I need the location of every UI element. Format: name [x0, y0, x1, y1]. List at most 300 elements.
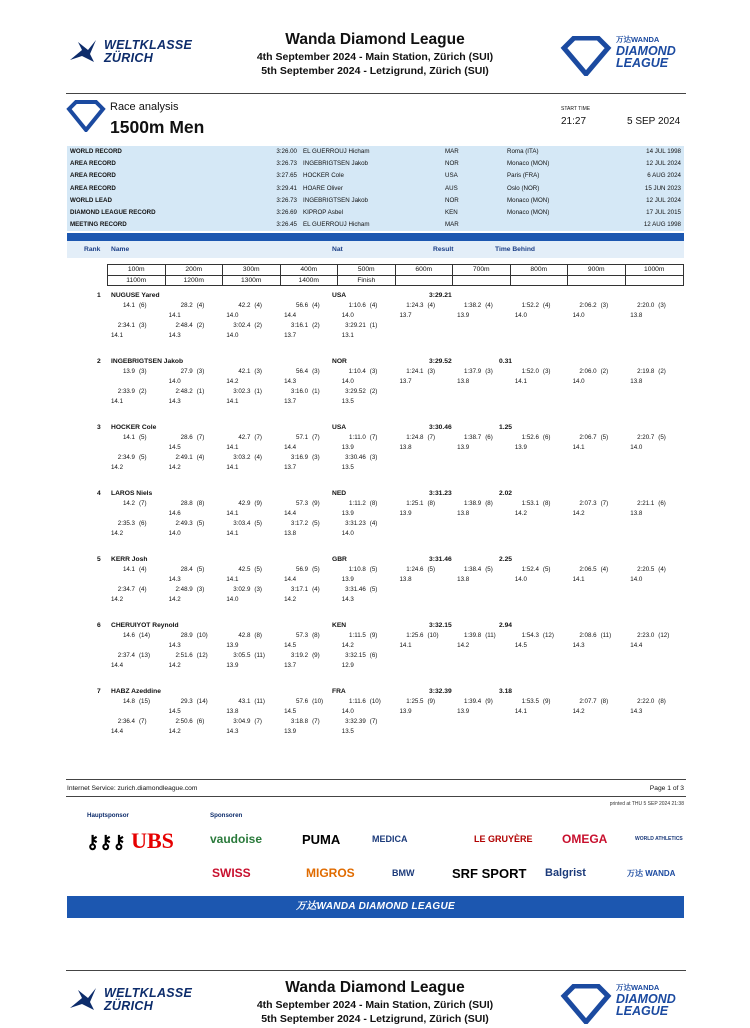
split-time: 2:06.2	[579, 302, 597, 309]
split-time: 3:31.23	[345, 520, 366, 527]
split-position: (5)	[369, 566, 378, 573]
record-row	[67, 158, 684, 170]
lap-time: 13.9	[341, 510, 354, 517]
lap-time: 13.9	[284, 728, 297, 735]
lap-time: 14.3	[341, 596, 354, 603]
split-position: (7)	[139, 718, 147, 725]
sponsor-puma: PUMA	[302, 831, 341, 847]
lap-time: 14.1	[572, 444, 585, 451]
split-time: 3:31.46	[345, 586, 366, 593]
weltklasse-zurich-logo-2: WELTKLASSE ZÜRICH	[68, 986, 192, 1014]
athlete-result: 3:30.46	[429, 424, 452, 431]
lap-times-row	[67, 463, 684, 473]
lap-time: 13.7	[399, 312, 412, 319]
meeting-line-2: 5th September 2024 - Letzigrund, Zürich (SUI)	[261, 65, 489, 77]
lap-time: 13.8	[284, 530, 297, 537]
split-time: 14.1	[122, 566, 135, 573]
split-position: (3)	[542, 368, 551, 375]
athlete-header-row	[67, 357, 684, 367]
record-date: 14 JUL 1998	[646, 148, 681, 155]
record-type: WORLD RECORD	[70, 148, 122, 155]
athlete-block	[67, 687, 684, 737]
split-time: 1:39.8	[463, 632, 482, 639]
record-type: AREA RECORD	[70, 160, 116, 168]
split-distance: 1300m	[223, 276, 281, 285]
lap-time: 13.8	[399, 576, 412, 583]
split-position: (3)	[369, 454, 378, 461]
lap-time: 13.9	[226, 642, 239, 649]
lap-time: 13.8	[630, 510, 643, 517]
split-time: 1:38.4	[463, 566, 482, 573]
lap-time: 14.1	[514, 378, 527, 385]
split-time: 2:06.7	[579, 434, 597, 441]
lap-time: 14.3	[168, 576, 181, 583]
split-times-row	[67, 453, 684, 463]
sponsor-bmw: BMW	[392, 867, 415, 878]
split-position: (4)	[312, 302, 320, 309]
event-name: 1500m Men	[110, 117, 205, 137]
lap-time: 14.0	[168, 378, 181, 385]
split-time: 3:05.5	[233, 652, 251, 659]
athlete-block	[67, 357, 684, 407]
lap-time: 14.2	[168, 728, 181, 735]
split-position: (10)	[196, 632, 208, 639]
sponsor-srf-sport: SRF SPORT	[452, 865, 527, 881]
split-position: (5)	[196, 566, 205, 573]
split-position: (4)	[658, 566, 666, 573]
split-time: 42.8	[238, 632, 251, 639]
ubs-logo: ⚷⚷⚷ UBS	[86, 828, 174, 853]
split-time: 2:08.6	[579, 632, 597, 639]
split-times-row	[67, 717, 684, 727]
split-time: 2:34.1	[117, 322, 135, 329]
split-time: 1:39.4	[463, 698, 482, 705]
record-nat: NOR	[445, 160, 459, 168]
record-nat: AUS	[445, 184, 458, 192]
lap-time: 14.5	[284, 642, 297, 649]
split-time: 1:37.9	[463, 368, 482, 375]
split-position: (6)	[542, 434, 551, 441]
lap-time: 13.7	[399, 378, 412, 385]
lap-time: 14.1	[110, 398, 124, 405]
split-position: (7)	[254, 718, 262, 725]
lap-time: 14.0	[514, 312, 527, 319]
split-position: (9)	[254, 500, 262, 507]
record-row	[67, 183, 684, 195]
split-position: (8)	[427, 500, 436, 507]
start-time-label: START TIME	[561, 106, 591, 112]
split-position: (1)	[369, 322, 378, 329]
athlete-nat: KEN	[332, 622, 347, 629]
split-position: (5)	[658, 434, 666, 441]
split-position: (12)	[542, 632, 554, 639]
split-position: (6)	[485, 434, 493, 441]
record-type: AREA RECORD	[70, 172, 116, 180]
athlete-block	[67, 555, 684, 605]
record-time: 3:26.73	[276, 196, 297, 204]
split-position: (1)	[196, 388, 205, 395]
split-position: (4)	[196, 302, 205, 309]
split-times-row	[67, 301, 684, 311]
lap-time: 14.0	[226, 596, 239, 603]
split-position: (3)	[312, 368, 320, 375]
split-time: 3:29.21	[345, 322, 366, 329]
split-position: (3)	[600, 302, 609, 309]
split-time: 3:03.4	[233, 520, 251, 527]
split-position: (9)	[542, 698, 551, 705]
split-time: 1:10.6	[348, 302, 366, 309]
main-sponsor-label: Hauptsponsor	[87, 812, 129, 819]
lap-time: 14.2	[168, 596, 181, 603]
lap-time: 13.9	[226, 662, 239, 669]
col-time-behind: Time Behind	[495, 246, 536, 253]
lap-time: 14.5	[168, 444, 181, 451]
split-time: 2:48.4	[175, 322, 193, 329]
printed-at: printed at THU 5 SEP 2024 21:38	[609, 801, 684, 807]
lap-time: 13.9	[399, 708, 412, 715]
record-nat: NOR	[445, 196, 459, 204]
split-times-row	[67, 631, 684, 641]
lap-time: 14.2	[110, 530, 124, 537]
split-position: (2)	[139, 388, 147, 395]
split-time: 1:11.5	[349, 632, 366, 639]
split-time: 1:52.0	[521, 368, 539, 375]
split-position: (13)	[139, 652, 151, 659]
split-time: 1:25.1	[406, 500, 424, 507]
split-distance: 300m	[223, 265, 281, 275]
split-position: (4)	[139, 586, 147, 593]
split-time: 3:02.9	[233, 586, 251, 593]
athlete-name: KERR Josh	[111, 556, 148, 563]
split-time: 1:25.6	[406, 632, 424, 639]
split-distance: 600m	[396, 265, 454, 275]
record-nat: MAR	[445, 148, 459, 155]
record-date: 17 JUL 2015	[646, 208, 681, 216]
split-time: 1:38.7	[463, 434, 482, 441]
record-venue: Monaco (MON)	[507, 196, 550, 204]
lap-times-row	[67, 661, 684, 671]
split-position: (5)	[369, 586, 378, 593]
athlete-rank: 1	[97, 292, 101, 299]
lap-time: 13.8	[399, 444, 412, 451]
lap-time: 13.9	[457, 444, 470, 451]
split-time: 2:07.3	[579, 500, 597, 507]
lap-times-row	[67, 509, 684, 519]
split-position: (2)	[312, 322, 320, 329]
lap-time: 14.3	[168, 642, 181, 649]
athlete-time-behind: 2.25	[499, 556, 513, 563]
lap-time: 13.5	[341, 728, 354, 735]
split-time: 3:32.15	[345, 652, 366, 659]
split-position: (11)	[254, 652, 265, 659]
split-position: (4)	[254, 302, 262, 309]
split-position: (5)	[427, 566, 436, 573]
athlete-rank: 6	[97, 622, 101, 629]
split-time: 3:02.4	[233, 322, 251, 329]
athlete-result: 3:31.46	[429, 556, 452, 563]
sponsor-balgrist: Balgrist	[545, 866, 586, 879]
split-time: 2:50.6	[175, 718, 193, 725]
lap-time: 14.3	[630, 708, 643, 715]
lap-times-row	[67, 529, 684, 539]
split-position: (5)	[139, 434, 147, 441]
lap-times-row	[67, 331, 684, 341]
athlete-block	[67, 489, 684, 539]
lap-time: 13.9	[341, 444, 354, 451]
split-position: (14)	[196, 698, 208, 705]
split-distance: 1200m	[166, 276, 224, 285]
split-distance	[453, 276, 511, 285]
split-time: 28.8	[180, 500, 193, 507]
split-position: (3)	[658, 302, 666, 309]
split-time: 14.2	[122, 500, 135, 507]
record-type: AREA RECORD	[70, 184, 116, 192]
record-venue: Monaco (MON)	[507, 160, 550, 168]
split-time: 1:24.1	[406, 368, 424, 375]
split-time: 1:25.5	[406, 698, 424, 705]
split-time: 3:32.39	[345, 718, 366, 725]
sponsors-label: Sponsoren	[210, 812, 243, 819]
split-position: (8)	[658, 698, 666, 705]
split-time: 14.6	[122, 632, 135, 639]
lap-time: 14.2	[110, 464, 124, 471]
split-time: 1:52.6	[521, 434, 539, 441]
lap-time: 14.2	[284, 596, 297, 603]
split-position: (5)	[312, 520, 320, 527]
split-time: 28.4	[180, 566, 193, 573]
athlete-result: 3:29.52	[429, 358, 452, 365]
split-time: 2:34.9	[117, 454, 135, 461]
lap-time: 14.2	[572, 510, 585, 517]
sponsor-medica: MEDICA	[372, 833, 408, 844]
meeting-line-1: 4th September 2024 - Main Station, Zürich (SUI)	[256, 51, 494, 63]
split-position: (7)	[369, 434, 378, 441]
lap-time: 14.1	[168, 312, 181, 319]
split-time: 1:52.2	[521, 302, 539, 309]
lap-time: 13.9	[457, 708, 470, 715]
athlete-name: CHERUIYOT Reynold	[111, 622, 179, 629]
split-position: (5)	[254, 520, 262, 527]
split-time: 2:36.4	[117, 718, 135, 725]
split-time: 2:21.1	[637, 500, 655, 507]
split-times-row	[67, 697, 684, 707]
split-time: 2:07.7	[579, 698, 597, 705]
event-diamond-icon	[66, 100, 106, 132]
col-name: Name	[111, 246, 130, 253]
lap-time: 14.1	[399, 642, 412, 649]
lap-time: 13.7	[284, 464, 297, 471]
split-time: 3:18.8	[290, 718, 309, 725]
lap-time: 14.3	[226, 728, 239, 735]
split-time: 27.9	[180, 368, 193, 375]
split-times-row	[67, 367, 684, 377]
split-position: (2)	[254, 322, 262, 329]
split-time: 2:48.2	[175, 388, 193, 395]
blue-divider	[67, 233, 684, 241]
athlete-block	[67, 291, 684, 341]
col-result: Result	[433, 246, 454, 253]
split-time: 2:23.0	[637, 632, 655, 639]
lap-time: 13.8	[226, 708, 239, 715]
split-position: (3)	[196, 368, 205, 375]
split-position: (3)	[312, 454, 320, 461]
record-venue: Roma (ITA)	[507, 148, 539, 155]
split-position: (12)	[658, 632, 670, 639]
sponsor-wanda: 万达 WANDA	[627, 869, 676, 878]
split-time: 1:10.8	[348, 566, 366, 573]
lap-time: 14.0	[168, 530, 181, 537]
lap-time: 14.5	[514, 642, 527, 649]
split-time: 42.9	[238, 500, 251, 507]
record-holder: KIPROP Asbel	[303, 208, 344, 216]
split-time: 57.3	[296, 632, 309, 639]
athlete-rank: 4	[97, 490, 101, 497]
split-time: 1:24.8	[406, 434, 424, 441]
split-position: (8)	[600, 698, 609, 705]
split-position: (3)	[254, 368, 262, 375]
split-time: 1:53.5	[521, 698, 539, 705]
record-type: MEETING RECORD	[70, 221, 127, 229]
split-time: 43.1	[238, 698, 251, 705]
record-date: 6 AUG 2024	[647, 172, 681, 180]
athlete-rank: 7	[97, 688, 101, 695]
record-nat: MAR	[445, 221, 459, 229]
split-position: (3)	[369, 368, 378, 375]
lap-time: 13.5	[341, 464, 354, 471]
weltklasse-bird-icon	[68, 986, 98, 1014]
lap-time: 13.8	[457, 378, 470, 385]
athlete-result: 3:31.23	[429, 490, 452, 497]
split-time: 2:22.0	[637, 698, 655, 705]
split-position: (6)	[139, 302, 147, 309]
split-time: 28.6	[180, 434, 193, 441]
split-position: (4)	[427, 302, 436, 309]
record-row	[67, 195, 684, 207]
split-position: (10)	[312, 698, 324, 705]
record-time: 3:26.69	[276, 208, 297, 216]
athlete-block	[67, 423, 684, 473]
split-position: (5)	[600, 434, 609, 441]
split-time: 14.1	[122, 302, 135, 309]
lap-time: 13.9	[457, 312, 470, 319]
split-position: (8)	[312, 632, 320, 639]
split-position: (7)	[254, 434, 262, 441]
split-time: 3:16.0	[290, 388, 309, 395]
athlete-rank: 2	[97, 358, 101, 365]
event-date: 5 SEP 2024	[627, 116, 681, 127]
split-time: 57.3	[296, 500, 309, 507]
lap-time: 14.3	[168, 332, 181, 339]
record-row	[67, 207, 684, 219]
split-time: 2:51.6	[175, 652, 193, 659]
split-time: 2:49.3	[175, 520, 193, 527]
split-time: 2:20.0	[637, 302, 655, 309]
lap-time: 14.4	[284, 576, 297, 583]
split-time: 2:33.9	[117, 388, 135, 395]
record-row	[67, 219, 684, 231]
split-position: (11)	[600, 632, 612, 639]
lap-time: 14.1	[226, 530, 239, 537]
record-holder: HOCKER Cole	[303, 172, 344, 180]
lap-time: 14.4	[284, 510, 297, 517]
split-position: (14)	[139, 632, 151, 639]
athlete-rank: 3	[97, 424, 101, 431]
split-time: 2:20.7	[637, 434, 655, 441]
split-times-row	[67, 585, 684, 595]
athlete-name: LAROS Niels	[111, 490, 153, 497]
split-time: 1:11.2	[349, 500, 366, 507]
split-position: (4)	[254, 454, 262, 461]
split-position: (7)	[139, 500, 147, 507]
split-distance: 500m	[338, 265, 396, 275]
record-time: 3:26.45	[276, 221, 297, 229]
lap-times-row	[67, 397, 684, 407]
split-position: (8)	[254, 632, 262, 639]
split-distance	[626, 276, 684, 285]
athlete-time-behind: 1.25	[499, 424, 513, 431]
internet-service-link[interactable]: Internet Service: zurich.diamondleague.com	[67, 785, 198, 792]
split-position: (5)	[312, 566, 320, 573]
split-distance	[568, 276, 626, 285]
lap-time: 14.0	[341, 378, 354, 385]
split-position: (8)	[485, 500, 493, 507]
split-time: 3:17.1	[290, 586, 309, 593]
lap-time: 14.4	[284, 444, 297, 451]
split-time: 28.9	[180, 632, 193, 639]
athlete-time-behind: 2.94	[499, 622, 513, 629]
split-position: (4)	[369, 520, 378, 527]
lap-time: 12.9	[341, 662, 354, 669]
split-position: (3)	[139, 322, 147, 329]
lap-time: 13.9	[514, 444, 527, 451]
lap-times-row	[67, 443, 684, 453]
split-time: 28.2	[180, 302, 193, 309]
athlete-header-row	[67, 423, 684, 433]
split-position: (2)	[369, 388, 378, 395]
split-time: 1:24.3	[406, 302, 424, 309]
record-holder: EL GUERROUJ Hicham	[303, 221, 370, 229]
lap-time: 14.4	[630, 642, 643, 649]
lap-time: 14.2	[572, 708, 585, 715]
split-time: 57.1	[296, 434, 309, 441]
lap-time: 14.3	[572, 642, 585, 649]
split-position: (3)	[139, 368, 147, 375]
lap-time: 14.3	[284, 378, 297, 385]
athlete-header-row	[67, 687, 684, 697]
athlete-header-row	[67, 621, 684, 631]
split-position: (4)	[485, 302, 493, 309]
split-position: (11)	[485, 632, 496, 639]
lap-time: 14.2	[168, 662, 181, 669]
split-time: 2:35.3	[117, 520, 135, 527]
split-time: 3:16.9	[290, 454, 309, 461]
lap-time: 13.8	[630, 312, 643, 319]
split-time: 3:19.2	[290, 652, 309, 659]
athlete-rank: 5	[97, 556, 101, 563]
split-position: (8)	[196, 500, 205, 507]
split-position: (1)	[312, 388, 320, 395]
split-time: 2:34.7	[117, 586, 135, 593]
lap-time: 14.4	[110, 662, 124, 669]
lap-time: 13.1	[341, 332, 354, 339]
record-time: 3:27.65	[276, 172, 297, 180]
lap-time: 14.0	[341, 530, 354, 537]
split-position: (7)	[196, 434, 205, 441]
split-position: (6)	[658, 500, 666, 507]
split-times-row	[67, 565, 684, 575]
athlete-name: HABZ Azeddine	[111, 688, 161, 695]
split-distance: 1100m	[108, 276, 166, 285]
